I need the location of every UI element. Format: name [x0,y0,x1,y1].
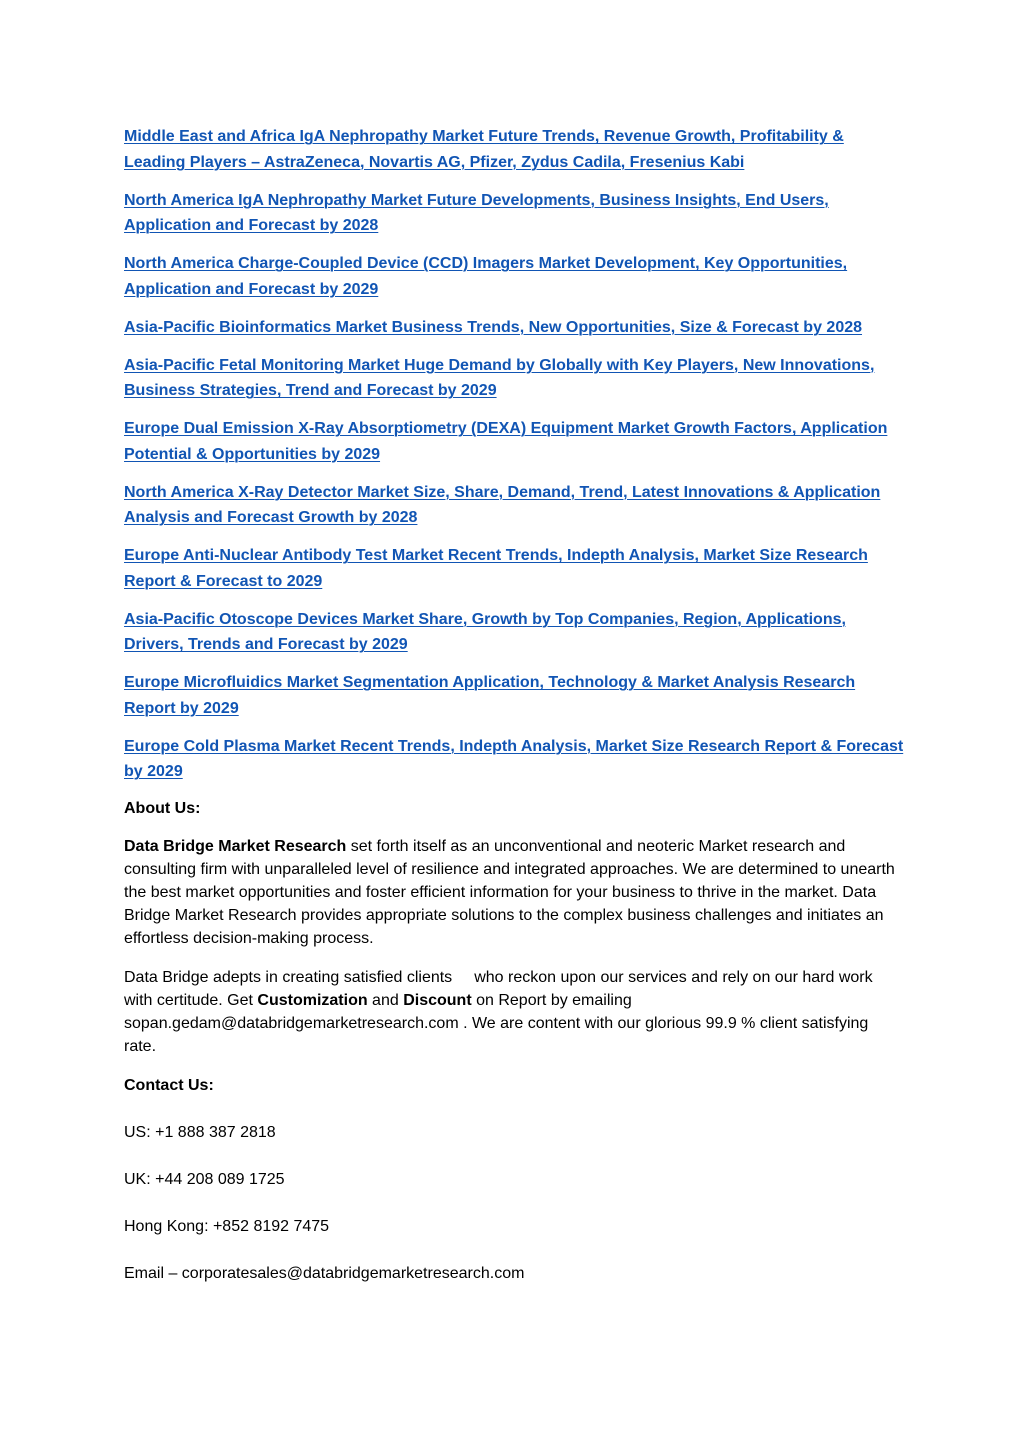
company-name: Data Bridge Market Research [124,838,347,855]
related-reports-list [124,124,904,785]
report-link-europe-cold-plasma[interactable]: Europe Cold Plasma Market Recent Trends, Indepth Analysis, Market Size Research Report & Forecast by 2029 [124,737,904,780]
document-page [124,124,904,1309]
discount-text: Discount [403,992,472,1009]
list-item [124,734,904,785]
contact-hk-phone: Hong Kong: +852 8192 7475 [124,1218,330,1235]
contact-email: Email – corporatesales@databridgemarketresearch.com [124,1265,525,1282]
list-item [124,353,904,404]
report-link-apac-fetal-monitoring[interactable]: Asia-Pacific Fetal Monitoring Market Huge Demand by Globally with Key Players, New Innovations, Business Strategies, Trend and Forecast by 2029 [124,356,875,399]
report-link-europe-microfluidics[interactable]: Europe Microfluidics Market Segmentation Application, Technology & Market Analysis Research Report by 2029 [124,674,856,717]
report-link-mea-iga-nephropathy[interactable]: Middle East and Africa IgA Nephropathy Market Future Trends, Revenue Growth, Profitability & Leading Players – AstraZeneca, Novartis AG, Pfizer, Zydus Cadila, Fresenius Kabi [124,128,844,171]
clients-paragraph-part1: Data Bridge adepts in creating satisfied clients [124,969,453,986]
about-heading: About Us: [124,800,201,817]
list-item [124,543,904,594]
list-item [124,480,904,531]
report-link-na-iga-nephropathy[interactable]: North America IgA Nephropathy Market Future Developments, Business Insights, End Users, Application and Forecast by 2028 [124,191,829,234]
report-link-na-ccd-imagers[interactable]: North America Charge-Coupled Device (CCD) Imagers Market Development, Key Opportunities, Application and Forecast by 2029 [124,255,848,298]
clients-paragraph-part3: on Report by emailing sopan.gedam@databridgemarketresearch.com . We are content with our glorious 99.9 % client satisfying rate. [124,992,869,1055]
clients-paragraph-part2: who reckon upon our services and rely on our hard work with certitude. Get [124,969,873,1009]
customization-text: Customization [257,992,368,1009]
contact-uk-phone: UK: +44 208 089 1725 [124,1171,285,1188]
list-item [124,188,904,239]
report-link-apac-bioinformatics[interactable]: Asia-Pacific Bioinformatics Market Business Trends, New Opportunities, Size & Forecast by 2028 [124,318,863,336]
list-item [124,124,904,175]
list-item [124,251,904,302]
and-text: and [367,992,404,1009]
contact-heading: Contact Us: [124,1077,214,1094]
about-paragraph-text: set forth itself as an unconventional and neoteric Market research and consulting firm with unparalleled level of resilience and integrated approaches. We are determined to unearth the best market opportunities and foster efficient information for your business to thrive in the market. Data Bridge Market Research provides appropriate solutions to the complex business challenges and initiates an effortless decision-making process. [124,838,895,947]
about-paragraph [124,835,904,950]
report-link-apac-otoscope[interactable]: Asia-Pacific Otoscope Devices Market Share, Growth by Top Companies, Region, Applications, Drivers, Trends and Forecast by 2029 [124,610,846,653]
list-item [124,670,904,721]
list-item [124,416,904,467]
list-item [124,315,904,341]
list-item [124,607,904,658]
report-link-europe-dexa[interactable]: Europe Dual Emission X-Ray Absorptiometry (DEXA) Equipment Market Growth Factors, Application Potential & Opportunities by 2029 [124,420,888,463]
contact-us-phone: US: +1 888 387 2818 [124,1124,276,1141]
report-link-na-xray-detector[interactable]: North America X-Ray Detector Market Size, Share, Demand, Trend, Latest Innovations & Application Analysis and Forecast Growth by 2028 [124,483,881,526]
report-link-europe-anti-nuclear-antibody[interactable]: Europe Anti-Nuclear Antibody Test Market Recent Trends, Indepth Analysis, Market Size Research Report & Forecast to 2029 [124,547,868,590]
clients-paragraph [124,966,904,1058]
